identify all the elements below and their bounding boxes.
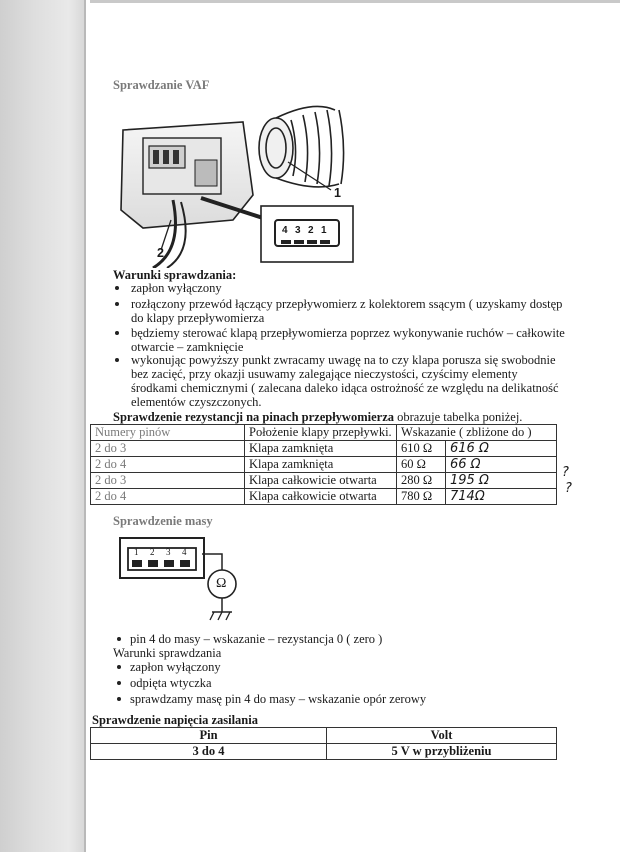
condition-item-4-l3: środkami chemicznymi ( zalecana daleko idąca ostrożność ze względu na delikatność xyxy=(131,381,559,395)
inset-pin-2: 2 xyxy=(308,225,314,236)
table-row xyxy=(91,489,557,505)
cell-value: 60 Ω xyxy=(397,457,446,473)
header-position: Położenie klapy przepływki. xyxy=(245,425,397,441)
table-header-row xyxy=(91,425,557,441)
page-edge-line xyxy=(84,0,86,852)
resistance-title xyxy=(113,410,522,424)
voltage-table xyxy=(90,727,557,760)
diagram-pin-4: 4 xyxy=(182,547,187,557)
cell-pins: 2 do 4 xyxy=(91,457,245,473)
condition-item-1: zapłon wyłączony xyxy=(131,281,222,295)
diagram-pin-2: 2 xyxy=(150,547,155,557)
heading-vaf: Sprawdzanie VAF xyxy=(113,78,210,92)
condition-item-4-l4: elementów czyszczonych. xyxy=(131,395,262,409)
bullet xyxy=(115,358,119,362)
diagram-pin-1: 1 xyxy=(134,547,139,557)
page-margin-shadow xyxy=(0,0,86,852)
bullet xyxy=(117,665,121,669)
cell-position: Klapa całkowicie otwarta xyxy=(245,473,397,489)
cell-handwritten-note: 195 Ω xyxy=(446,473,557,489)
table-row xyxy=(91,744,557,760)
voltage-title: Sprawdzenie napięcia zasilania xyxy=(92,713,258,727)
table-row xyxy=(91,441,557,457)
table-row xyxy=(91,473,557,489)
vaf-illustration xyxy=(113,100,383,268)
condition-item-3-cont: otwarcie – zamknięcie xyxy=(131,340,244,354)
inset-pin-1: 1 xyxy=(321,225,327,236)
cell-value: 610 Ω xyxy=(397,441,446,457)
ground-condition-3: sprawdzamy masę pin 4 do masy – wskazanie opór zerowy xyxy=(130,692,427,706)
vaf-drawing xyxy=(113,100,383,268)
condition-item-4-l2: bez zacięć, przy okazji usuwamy zalegające nieczystości, czyścimy elementy xyxy=(131,367,518,381)
header-pins: Numery pinów xyxy=(91,425,245,441)
bullet xyxy=(115,302,119,306)
cell-position: Klapa zamknięta xyxy=(245,441,397,457)
cell-pins: 2 do 3 xyxy=(91,441,245,457)
cell-position: Klapa zamknięta xyxy=(245,457,397,473)
conditions-title: Warunki sprawdzania: xyxy=(113,268,237,282)
inset-pin-3: 3 xyxy=(295,225,301,236)
ground-condition-1: zapłon wyłączony xyxy=(130,660,221,674)
bullet xyxy=(115,331,119,335)
cell-handwritten-note: 714Ω xyxy=(446,489,557,505)
ground-item: pin 4 do masy – wskazanie – rezystancja 0 ( zero ) xyxy=(130,632,383,646)
margin-question-mark: ? xyxy=(562,465,569,480)
cell-handwritten-note: 616 Ω xyxy=(446,441,557,457)
table-header-row xyxy=(91,728,557,744)
ground-conditions-title: Warunki sprawdzania xyxy=(113,646,222,660)
condition-item-2: rozłączony przewód łączący przepływomierz z kolektorem ssącym ( uzyskamy dostęp xyxy=(131,297,563,311)
resistance-title-bold: Sprawdzenie rezystancji na pinach przepływomierza xyxy=(113,410,394,424)
condition-item-3: będziemy sterować klapą przepływomierza poprzez wykonywanie ruchów – całkowite xyxy=(131,326,565,340)
ohmmeter-symbol: Ω xyxy=(216,576,227,591)
cell-pins: 2 do 3 xyxy=(91,473,245,489)
callout-2: 2 xyxy=(157,246,164,260)
table-row xyxy=(91,457,557,473)
condition-item-4: wykonując powyższy punkt zwracamy uwagę na to czy klapa porusza się swobodnie xyxy=(131,353,556,367)
top-edge-line xyxy=(90,0,620,3)
cell-handwritten-note: 66 Ω xyxy=(446,457,557,473)
bullet xyxy=(115,286,119,290)
inset-pin-4: 4 xyxy=(282,225,288,236)
cell-volt: 5 V w przybliżeniu xyxy=(327,744,557,760)
header-volt: Volt xyxy=(327,728,557,744)
cell-position: Klapa całkowicie otwarta xyxy=(245,489,397,505)
bullet xyxy=(117,681,121,685)
margin-question-mark: ? xyxy=(565,481,572,496)
cell-value: 280 Ω xyxy=(397,473,446,489)
condition-item-2-cont: do klapy przepływomierza xyxy=(131,311,265,325)
cell-pin: 3 do 4 xyxy=(91,744,327,760)
resistance-title-rest: obrazuje tabelka poniżej. xyxy=(397,410,523,424)
header-pin: Pin xyxy=(91,728,327,744)
ground-condition-2: odpięta wtyczka xyxy=(130,676,212,690)
bullet xyxy=(117,697,121,701)
bullet xyxy=(117,637,121,641)
resistance-table xyxy=(90,424,557,505)
header-value: Wskazanie ( zbliżone do ) xyxy=(397,425,557,441)
ground-title: Sprawdzenie masy xyxy=(113,514,213,528)
cell-pins: 2 do 4 xyxy=(91,489,245,505)
diagram-pin-3: 3 xyxy=(166,547,171,557)
ground-diagram xyxy=(118,534,248,626)
cell-value: 780 Ω xyxy=(397,489,446,505)
callout-1: 1 xyxy=(334,186,341,200)
